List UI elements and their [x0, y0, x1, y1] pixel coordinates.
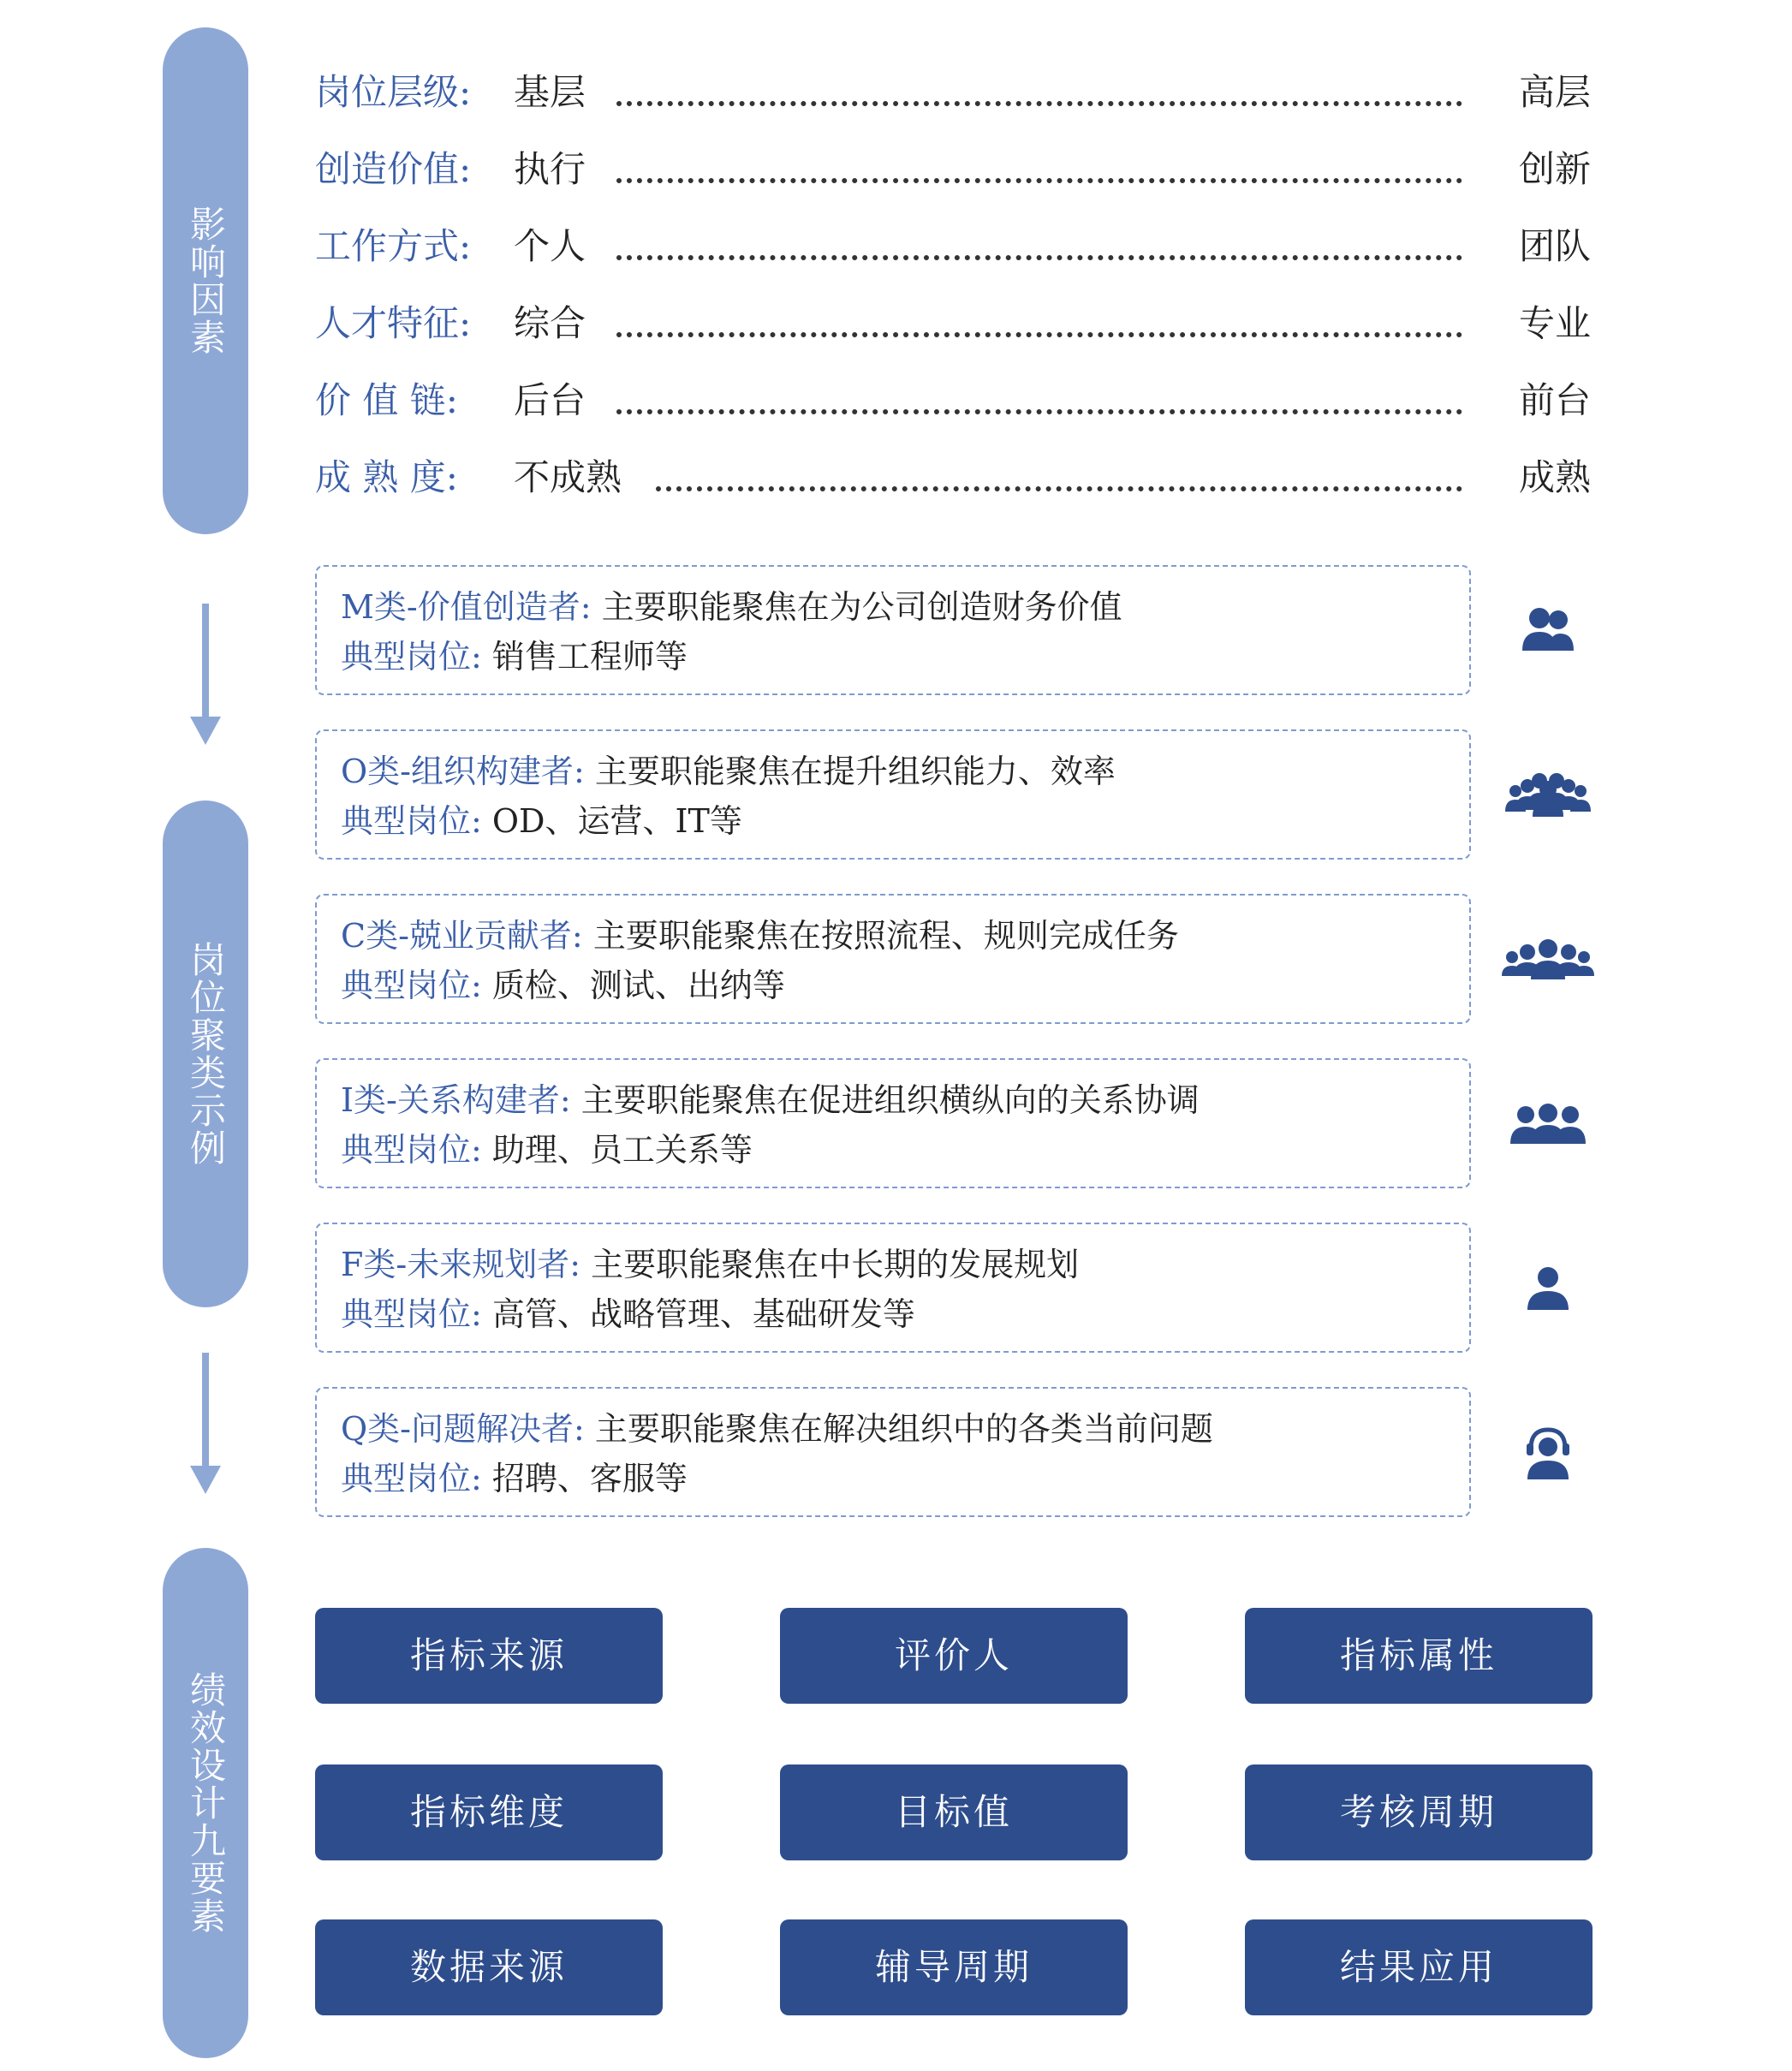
clusters-section-pill [163, 800, 248, 1307]
cluster-title: I类-关系构建者: [341, 1081, 571, 1119]
headset-person-icon [1497, 1418, 1599, 1486]
cluster-desc: 主要职能聚焦在提升组织能力、效率 [594, 753, 1116, 790]
cluster-card-c [315, 894, 1471, 1024]
factor-low: 后台 [514, 379, 586, 421]
dotted-leader [616, 409, 1462, 418]
factor-high: 成熟 [1518, 456, 1591, 498]
factor-row [315, 452, 1591, 503]
cluster-title: F类-未来规划者: [341, 1246, 581, 1283]
factors-section-pill [163, 27, 248, 534]
element-button[interactable]: 目标值 [780, 1765, 1128, 1860]
cluster-title: M类-价值创造者: [341, 588, 592, 626]
cluster-desc: 主要职能聚焦在解决组织中的各类当前问题 [594, 1410, 1213, 1448]
factor-low: 基层 [514, 71, 586, 113]
cluster-card-m [315, 565, 1471, 695]
crowd-icon [1497, 760, 1599, 829]
typical-roles: 高管、战略管理、基础研发等 [491, 1295, 915, 1333]
typical-roles: OD、运营、IT等 [491, 802, 742, 840]
element-button[interactable]: 结果应用 [1245, 1919, 1593, 2015]
element-button[interactable]: 辅导周期 [780, 1919, 1128, 2015]
factor-row [315, 375, 1591, 426]
typical-roles: 助理、员工关系等 [491, 1131, 753, 1169]
group-icon [1497, 925, 1599, 993]
down-arrow-icon [188, 604, 223, 745]
typical-label: 典型岗位: [341, 1131, 482, 1169]
element-button[interactable]: 评价人 [780, 1608, 1128, 1704]
factor-row [315, 221, 1591, 272]
factor-row [315, 67, 1591, 118]
typical-label: 典型岗位: [341, 967, 482, 1004]
element-button[interactable]: 考核周期 [1245, 1765, 1593, 1860]
factor-low: 综合 [514, 302, 586, 344]
cluster-desc: 主要职能聚焦在中长期的发展规划 [591, 1246, 1080, 1283]
dotted-leader [616, 178, 1462, 187]
typical-roles: 销售工程师等 [491, 638, 688, 675]
factor-low: 执行 [514, 148, 586, 190]
factor-high: 前台 [1518, 379, 1591, 421]
cluster-desc: 主要职能聚焦在为公司创造财务价值 [601, 588, 1122, 626]
dotted-leader [616, 332, 1462, 341]
typical-label: 典型岗位: [341, 1460, 482, 1497]
cluster-card-f [315, 1223, 1471, 1353]
typical-label: 典型岗位: [341, 802, 482, 840]
element-button[interactable]: 指标属性 [1245, 1608, 1593, 1704]
down-arrow-icon [188, 1353, 223, 1494]
factor-high: 创新 [1518, 148, 1591, 190]
cluster-desc: 主要职能聚焦在按照流程、规则完成任务 [592, 917, 1179, 955]
typical-label: 典型岗位: [341, 638, 482, 675]
factor-low: 不成熟 [514, 456, 622, 498]
clusters-section-title: 岗位聚类示例 [185, 941, 227, 1167]
cluster-title: C类-兢业贡献者: [341, 917, 583, 955]
factor-high: 高层 [1518, 71, 1591, 113]
cluster-desc: 主要职能聚焦在促进组织横纵向的关系协调 [580, 1081, 1200, 1119]
factor-label: 工作方式: [315, 225, 472, 267]
cluster-title: Q类-问题解决者: [341, 1410, 585, 1448]
two-people-icon [1497, 596, 1599, 664]
factor-high: 团队 [1518, 225, 1591, 267]
factor-label: 价 值 链: [315, 379, 458, 421]
factor-row [315, 298, 1591, 349]
factor-label: 人才特征: [315, 302, 472, 344]
factor-row [315, 144, 1591, 195]
element-button[interactable]: 数据来源 [315, 1919, 663, 2015]
factor-label: 创造价值: [315, 148, 472, 190]
dotted-leader [616, 255, 1462, 264]
elements-section-pill [163, 1548, 248, 2058]
dotted-leader [656, 486, 1462, 495]
element-button[interactable]: 指标维度 [315, 1765, 663, 1860]
factor-label: 成 熟 度: [315, 456, 458, 498]
typical-roles: 质检、测试、出纳等 [491, 967, 785, 1004]
elements-section-title: 绩效设计九要素 [185, 1671, 227, 1935]
cluster-card-q [315, 1387, 1471, 1517]
factors-section-title: 影响因素 [185, 205, 227, 356]
cluster-card-i [315, 1058, 1471, 1188]
factor-high: 专业 [1518, 302, 1591, 344]
single-person-icon [1497, 1253, 1599, 1322]
typical-label: 典型岗位: [341, 1295, 482, 1333]
dotted-leader [616, 101, 1462, 110]
typical-roles: 招聘、客服等 [491, 1460, 688, 1497]
factor-low: 个人 [514, 225, 586, 267]
cluster-title: O类-组织构建者: [341, 753, 585, 790]
cluster-card-o [315, 729, 1471, 860]
factor-label: 岗位层级: [315, 71, 472, 113]
element-button[interactable]: 指标来源 [315, 1608, 663, 1704]
three-people-icon [1497, 1089, 1599, 1157]
